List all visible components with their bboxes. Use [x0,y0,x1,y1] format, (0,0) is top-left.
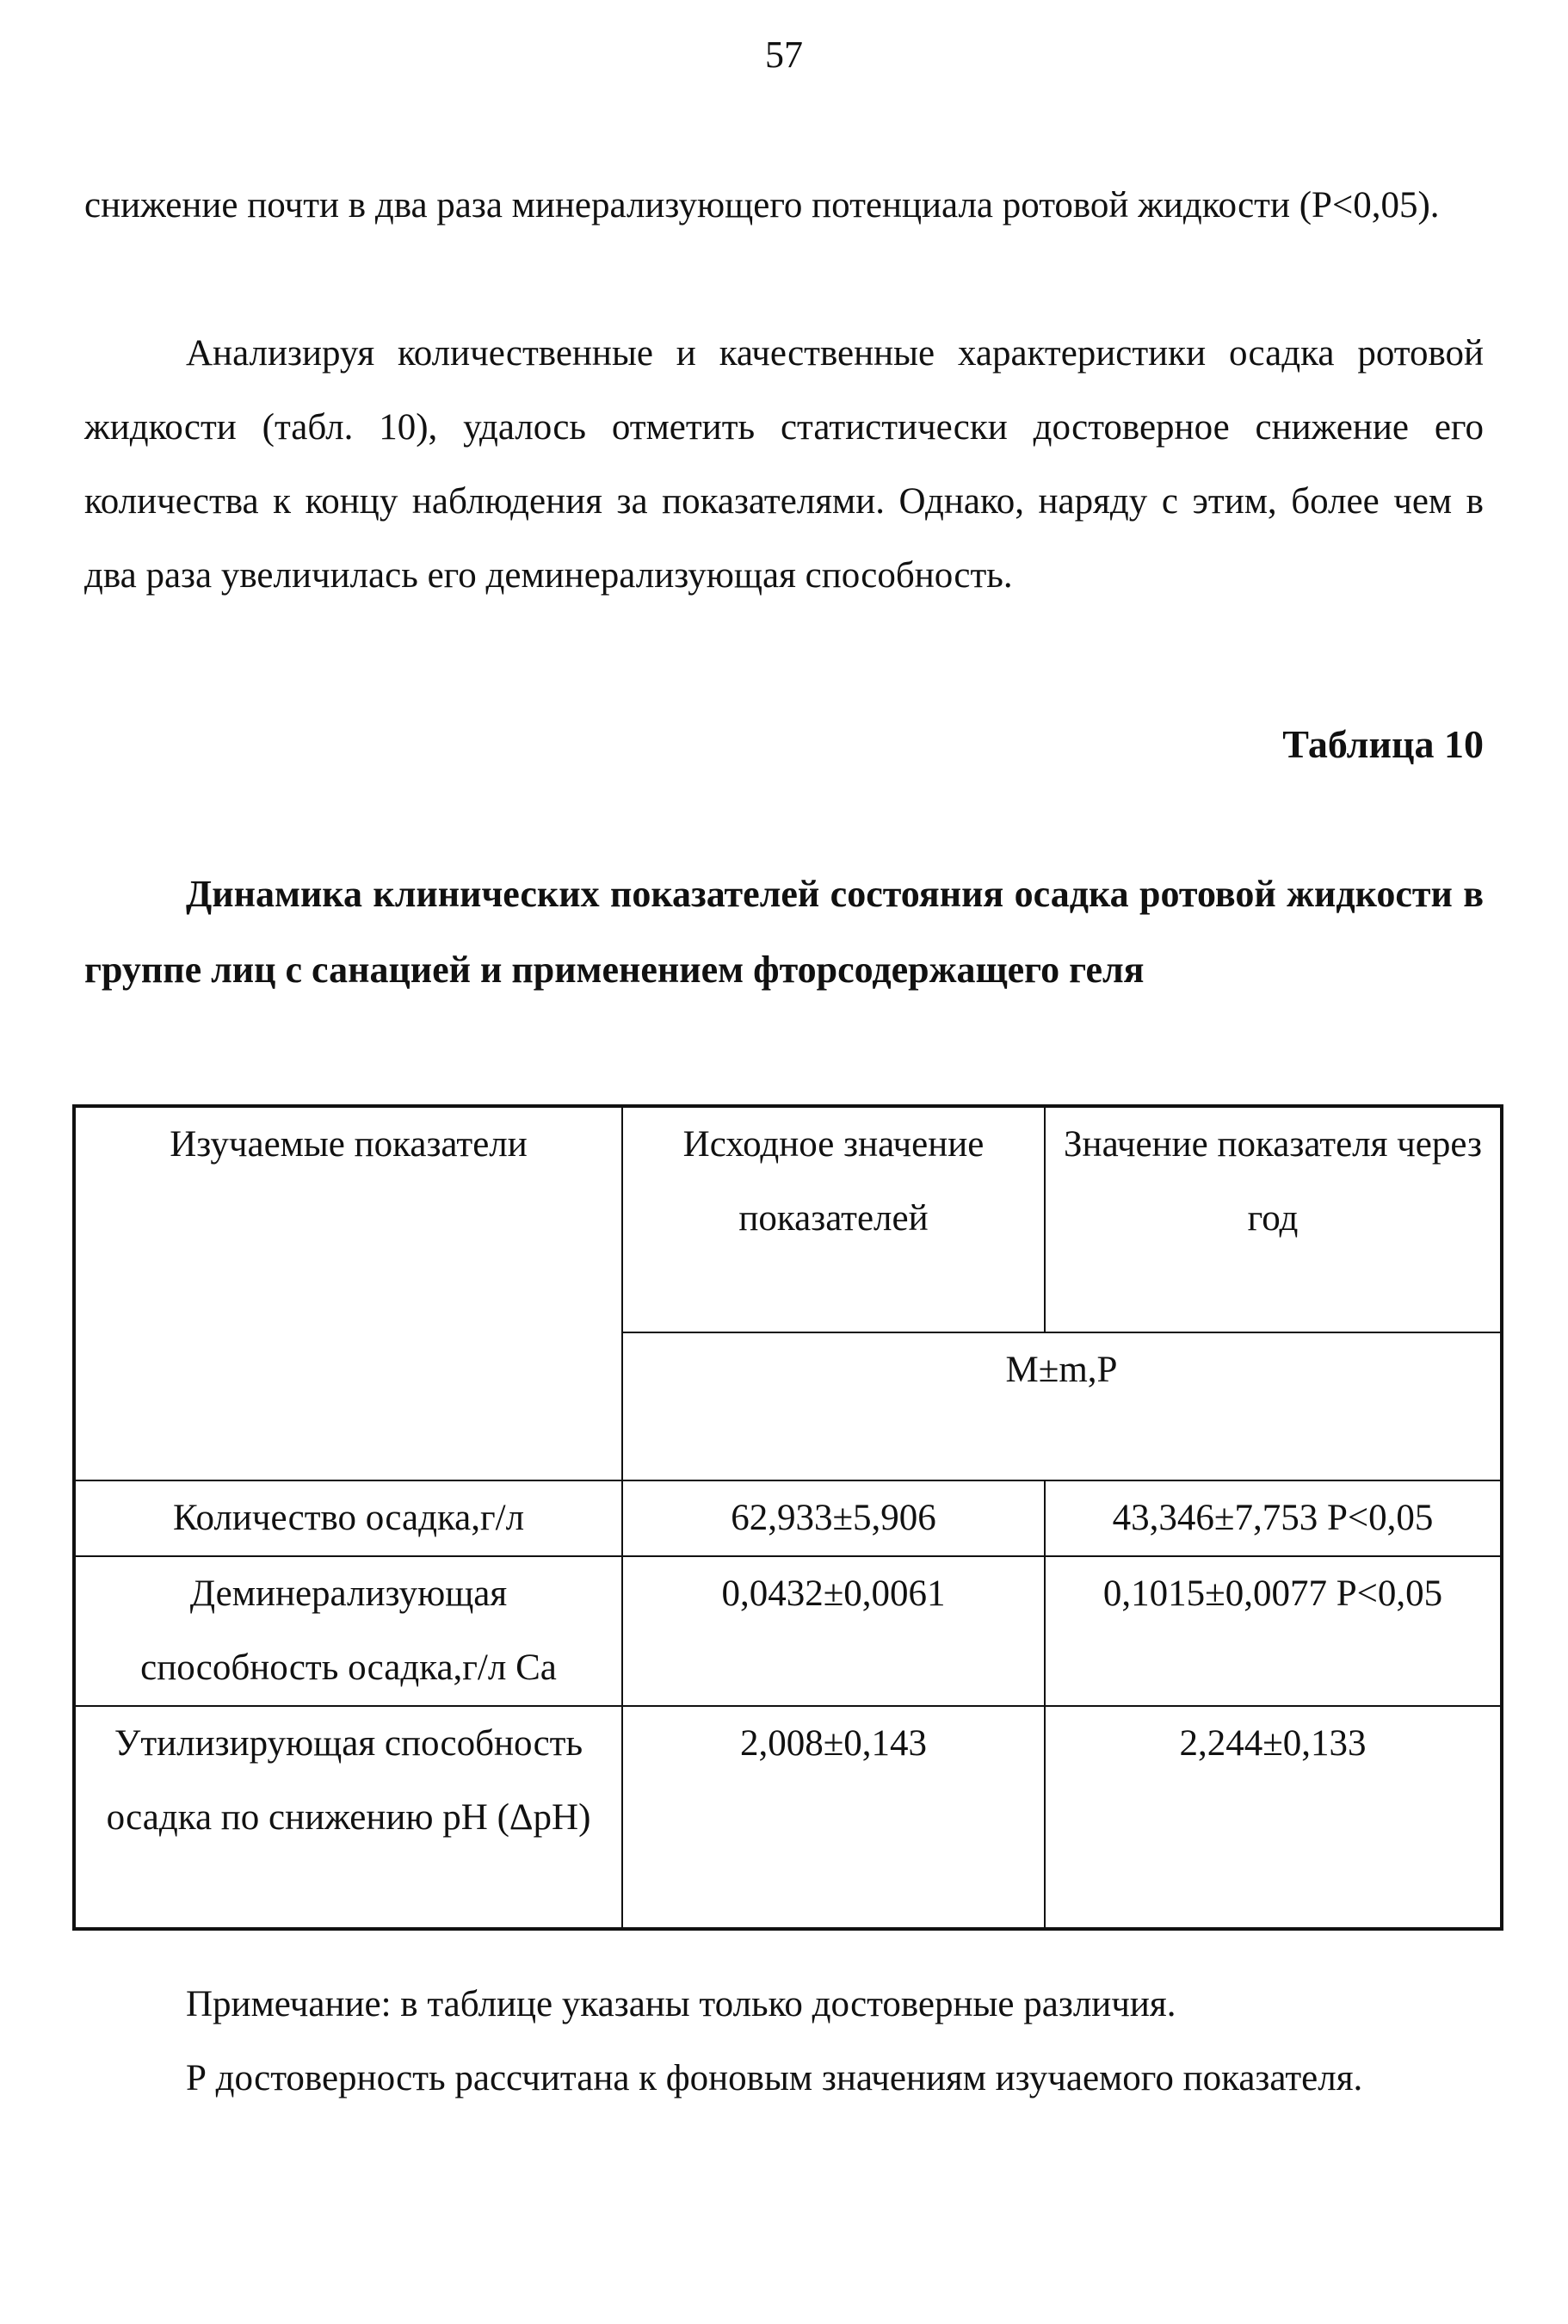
table-cell-initial: 2,008±0,143 [622,1706,1045,1929]
table-row [74,1556,1502,1706]
header-cell-initial: Исходное значение показателей [622,1106,1045,1332]
header-cell-after-year: Значение показателя через год [1045,1106,1502,1332]
header-cell-indicator: Изучаемые показатели [74,1106,622,1480]
header-cell-unit: M±m,P [622,1332,1502,1480]
data-table [72,1104,1503,1931]
paragraph: снижение почти в два раза минерализующего потенциала ротовой жидкости (Р<0,05). [84,185,1440,226]
table-row [74,1706,1502,1929]
table-header-row [74,1106,1502,1332]
table-cell-indicator: Утилизирующая способность осадка по снижению pH (ΔpH) [74,1706,622,1929]
table-row [74,1480,1502,1556]
table-cell-after-year: 43,346±7,753 Р<0,05 [1045,1480,1502,1556]
table-caption: Динамика клинических показателей состояния осадка ротовой жидкости в группе лиц с санацией и применением фторсодержащего геля [84,873,1484,991]
table-cell-indicator: Деминерализующая способность осадка,г/л Са [74,1556,622,1706]
table-cell-initial: 0,0432±0,0061 [622,1556,1045,1706]
table-cell-initial: 62,933±5,906 [622,1480,1045,1556]
table-cell-after-year: 0,1015±0,0077 Р<0,05 [1045,1556,1502,1706]
table-cell-indicator: Количество осадка,г/л [74,1480,622,1556]
page-number: 57 [765,34,803,76]
table-note: Р достоверность рассчитана к фоновым значениям изучаемого показателя. [186,2058,1363,2098]
table-cell-after-year: 2,244±0,133 [1045,1706,1502,1929]
table-number: Таблица 10 [1282,722,1484,766]
table-note: Примечание: в таблице указаны только достоверные различия. [186,1984,1176,2024]
paragraph: Анализируя количественные и качественные характеристики осадка ротовой жидкости (табл. 10), удалось отметить статистически достоверное снижение его количества к концу наблюдения за показателями. Однако, наряду с этим, более чем в два раза увеличилась его деминерализующая способность. [84,333,1484,596]
